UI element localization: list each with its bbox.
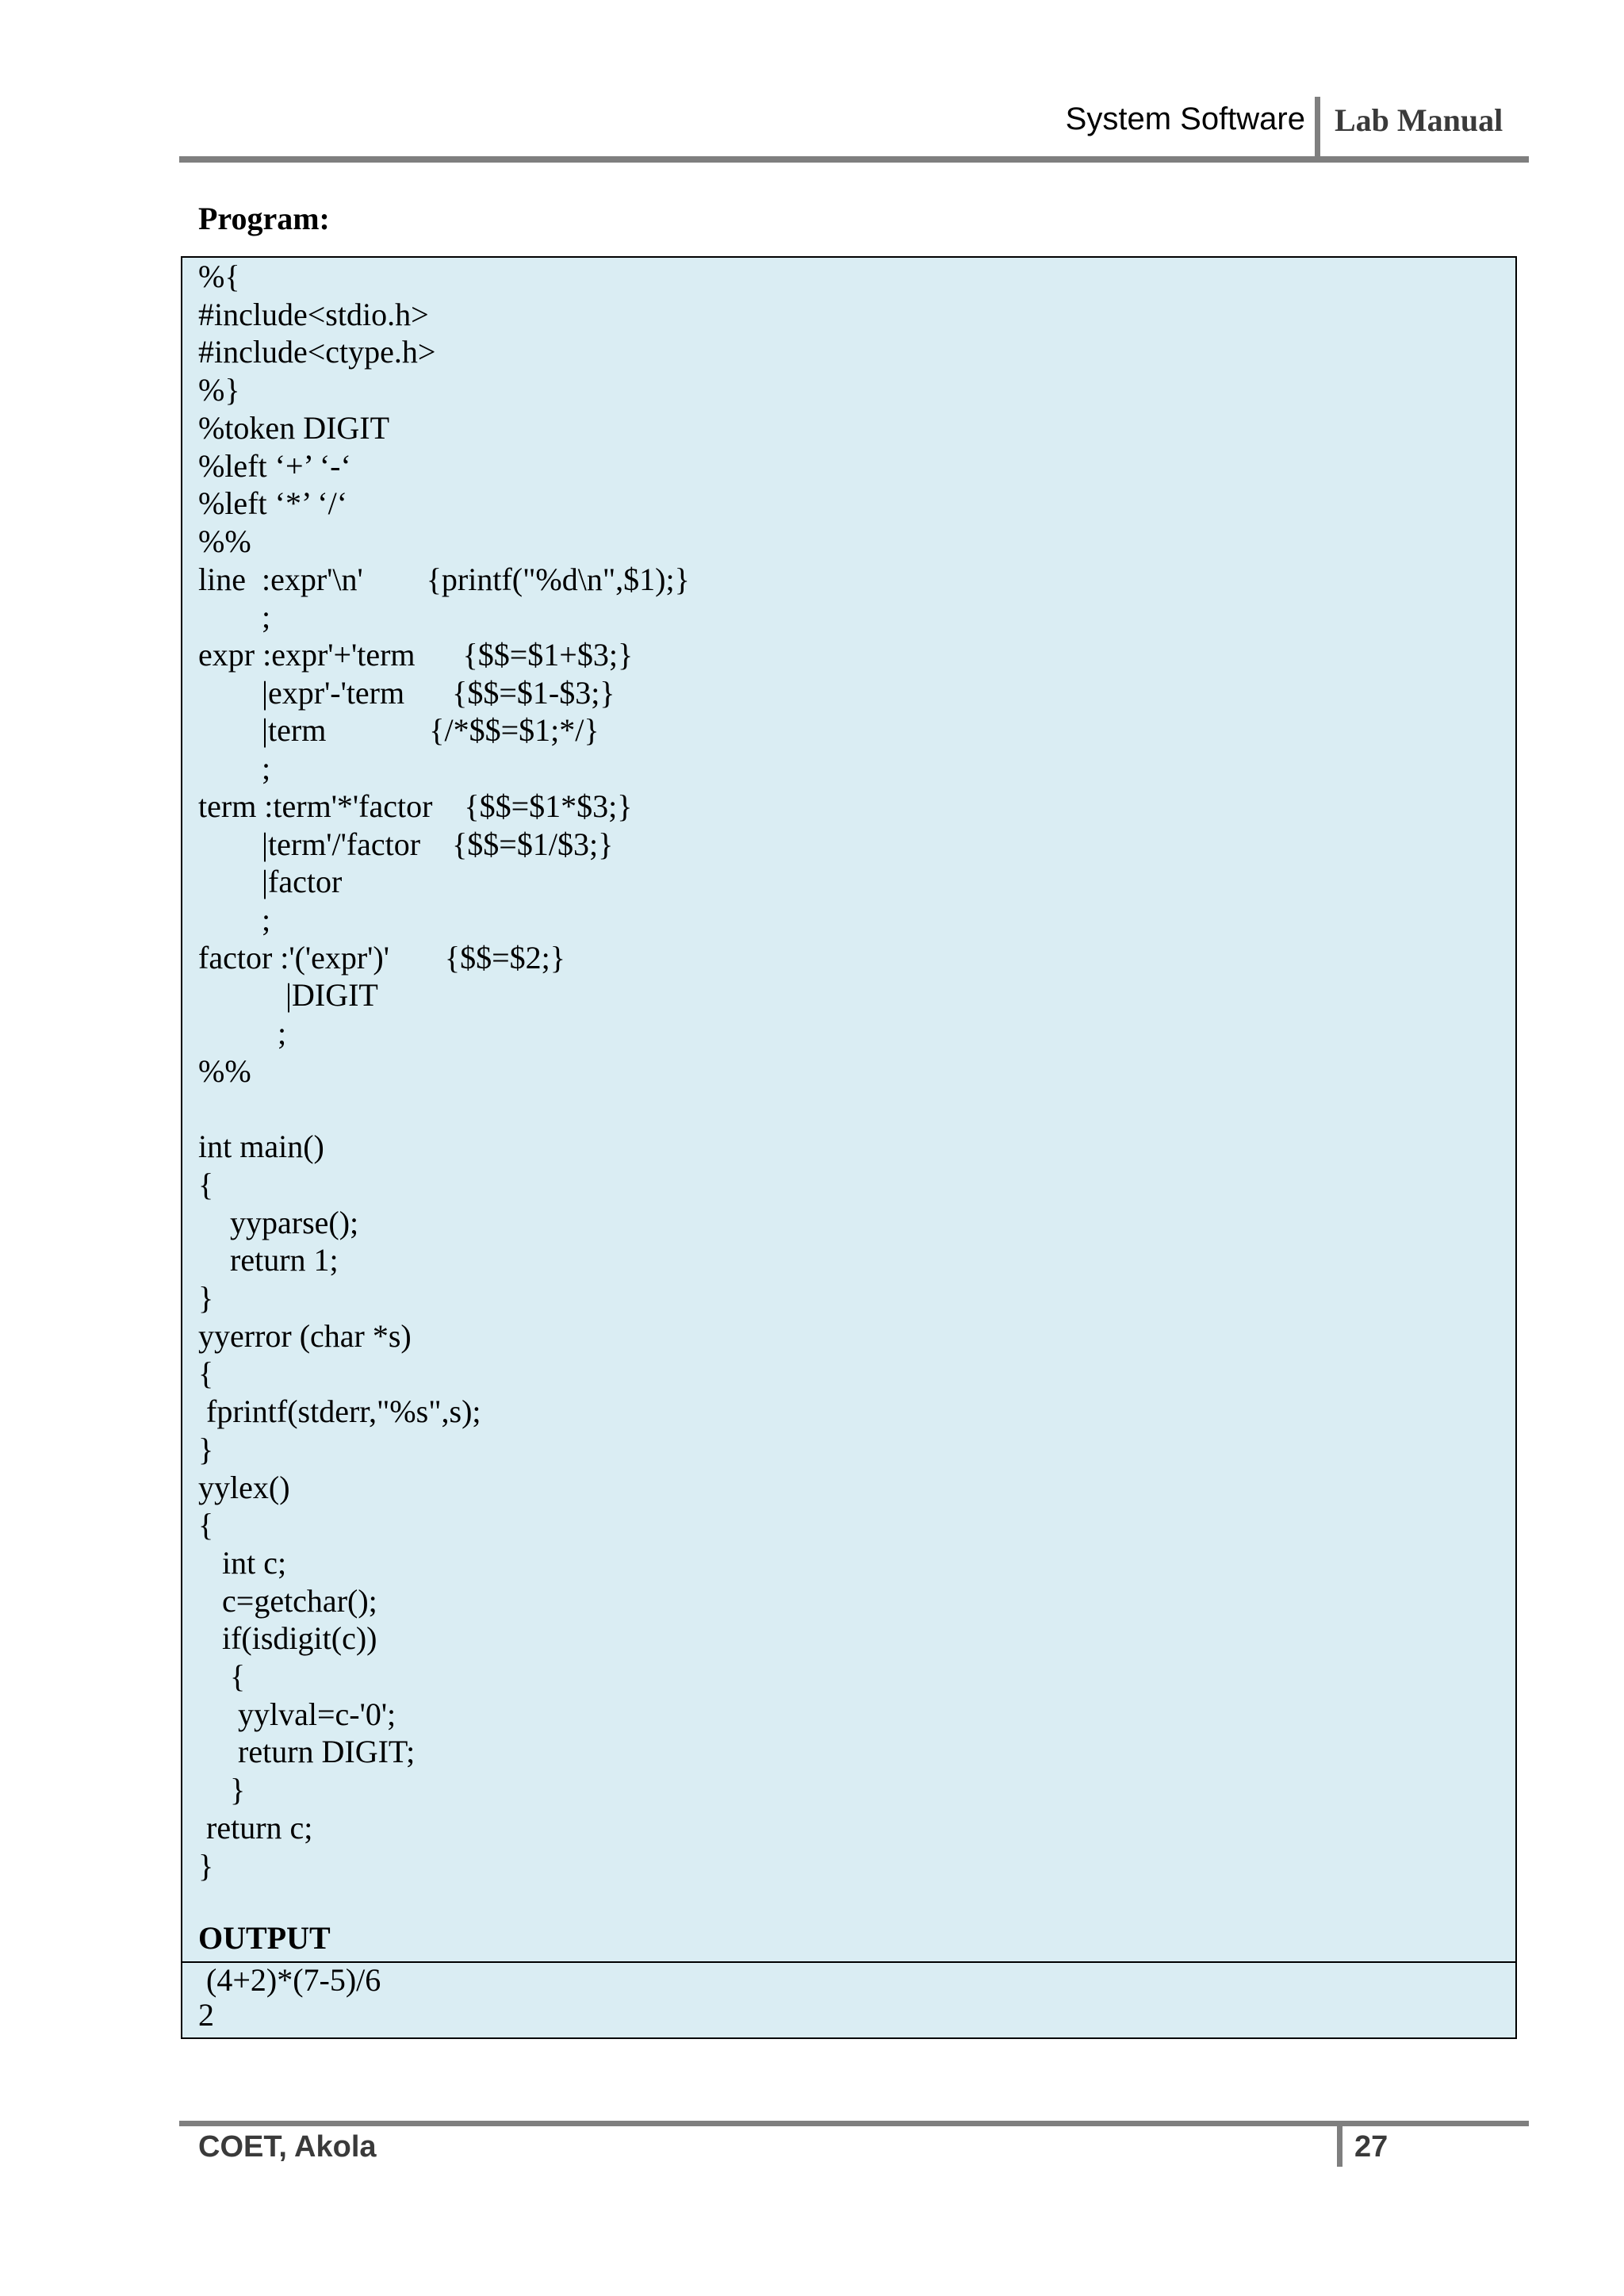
footer-divider (1337, 2121, 1342, 2167)
program-code: %{ #include<stdio.h> #include<ctype.h> %} %token DIGIT %left ‘+’ ‘-‘ %left ‘*’ ‘/‘ %% line :expr'\n' {printf("%d\n",$1);} ; expr :expr'+'term {$$=$1+$3;} |expr'-'term {$$=$1-$3;} |term {/*$$=$1;*/} ; term :term'*'factor {$$=$1*$3;} |term'/'factor {$$=$1/$3;} |factor ; factor :'('expr')' {$$=$2;} |DIGIT ; %% int main() { yyparse(); return 1; } yyerror (char *s) { fprintf(stderr,"%s",s); } yylex() { int c; c=getchar(); if(isdigit(c)) { yylval=c-'0'; return DIGIT; } return c; } (198, 259, 690, 1884)
output-text: (4+2)*(7-5)/6 2 (198, 1962, 381, 2033)
header-subtitle: Lab Manual (1335, 102, 1503, 138)
output-divider (182, 1961, 1515, 1963)
footer-institution: COET, Akola (198, 2130, 377, 2164)
header-title: System Software (1065, 102, 1305, 136)
header-divider (1315, 97, 1320, 162)
output-heading: OUTPUT (198, 1920, 331, 1956)
section-heading: Program: (198, 201, 330, 236)
footer-rule (179, 2121, 1529, 2126)
header-rule (179, 156, 1529, 163)
page-number: 27 (1354, 2130, 1388, 2164)
code-box (181, 256, 1517, 2039)
